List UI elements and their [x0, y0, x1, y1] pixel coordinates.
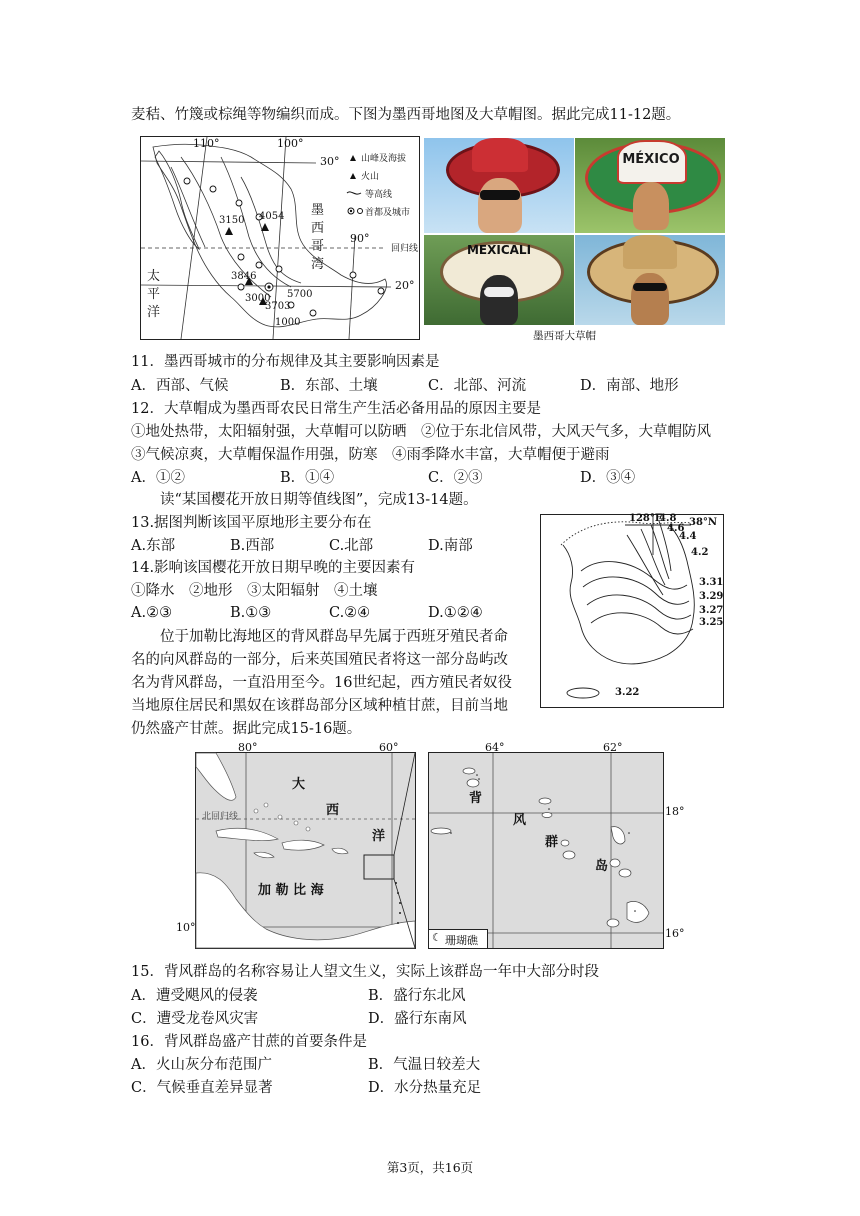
q12-option-a[interactable]: A．①②: [131, 470, 185, 486]
q12-option-c[interactable]: C．②③: [428, 470, 483, 486]
caribbean-map-drawing: [196, 753, 415, 948]
korea-lat-label: 38°N: [689, 517, 718, 528]
elev-4054: 4054: [259, 211, 285, 222]
q11-stem: 11．墨西哥城市的分布规律及其主要影响因素是: [131, 354, 440, 370]
photo-sombrero-mexicali: [424, 235, 574, 325]
cherry-map-drawing: [541, 515, 723, 707]
caribbean-tropic-label: 北回归线: [202, 812, 239, 822]
isoline-3-27: 3.27: [699, 605, 724, 616]
q16-option-a[interactable]: A．火山灰分布范围广: [131, 1057, 272, 1073]
q13-stem: 13.据图判断该国平原地形主要分布在: [131, 515, 372, 531]
q11-option-b[interactable]: B．东部、土壤: [280, 378, 378, 394]
q12-stem: 12．大草帽成为墨西哥农民日常生产生活必备用品的原因主要是: [131, 401, 541, 417]
q14-option-b[interactable]: B.①③: [230, 605, 272, 621]
caribbean-map: [176, 741, 416, 949]
photo-caption: 墨西哥大草帽: [533, 330, 596, 342]
leeward-islands-map: [428, 741, 685, 949]
q13-option-c[interactable]: C.北部: [329, 538, 374, 554]
q14-option-d[interactable]: D.①②④: [428, 605, 483, 621]
photo-sombrero-man: [575, 235, 725, 325]
q13-option-a[interactable]: A.东部: [131, 538, 176, 554]
q15-option-d[interactable]: D．盛行东南风: [368, 1011, 467, 1027]
photo-sombrero-woman: [424, 138, 574, 233]
leeward-label-3: 群: [545, 835, 559, 850]
q12-line1: ①地处热带，太阳辐射强，大草帽可以防晒 ②位于东北信风带，大风天气多，大草帽防风: [131, 424, 711, 440]
q11-option-d[interactable]: D．南部、地形: [580, 378, 679, 394]
isoline-3-31: 3.31: [699, 577, 724, 588]
caribbean-lon-80: 80°: [238, 741, 258, 754]
pacific-label-3: 洋: [147, 305, 161, 320]
pacific-label-1: 太: [147, 269, 161, 284]
caribbean-lat-10: 10°: [176, 921, 196, 934]
gulf-label-3: 哥: [311, 239, 325, 254]
legend-volcano: 火山: [361, 172, 380, 182]
coral-reef-icon: ☾: [432, 931, 442, 944]
isoline-4-4: 4.4: [679, 531, 697, 542]
leeward-legend-label: 珊瑚礁: [445, 934, 478, 947]
q16-option-b[interactable]: B．气温日较差大: [368, 1057, 481, 1073]
passage-line-4: 当地原住居民和黑奴在该群岛部分区域种植甘蔗，目前当地: [131, 698, 508, 714]
leeward-map-drawing: [429, 753, 663, 948]
pacific-label-2: 平: [147, 287, 161, 302]
leeward-lat-18: 18°: [665, 805, 685, 818]
mexico-lat-30: 30°: [320, 155, 340, 168]
elev-3703: 3703: [265, 301, 291, 312]
leeward-lon-64: 64°: [485, 741, 505, 754]
q12-option-b[interactable]: B．①④: [280, 470, 335, 486]
intro-line: 麦秸、竹篾或棕绳等物编织而成。下图为墨西哥地图及大草帽图。据此完成11-12题。: [131, 107, 681, 123]
q12-line2: ③气候凉爽，大草帽保温作用强，防寒 ④雨季降水丰富，大草帽便于避雨: [131, 447, 610, 463]
q16-stem: 16．背风群岛盛产甘蔗的首要条件是: [131, 1034, 367, 1050]
q14-option-c[interactable]: C.②④: [329, 605, 371, 621]
mexico-map: [140, 136, 420, 340]
isoline-3-29: 3.29: [699, 591, 724, 602]
leeward-legend-box: [429, 929, 488, 948]
leeward-label-2: 风: [513, 813, 527, 828]
caribbean-lon-60: 60°: [379, 741, 399, 754]
elev-3150: 3150: [219, 215, 245, 226]
q13-option-d[interactable]: D.南部: [428, 538, 473, 554]
q16-option-c[interactable]: C．气候垂直差异显著: [131, 1080, 273, 1096]
photo-sombrero-mexico: [575, 138, 725, 233]
isoline-4-6: 4.6: [667, 523, 685, 534]
legend-peak: 山峰及海拔: [361, 154, 407, 164]
gulf-label-4: 湾: [311, 257, 325, 272]
isoline-3-25: 3.25: [699, 617, 724, 628]
q13-option-b[interactable]: B.西部: [230, 538, 275, 554]
passage-line-5: 仍然盛产甘蔗。据此完成15-16题。: [131, 721, 362, 737]
q14-option-a[interactable]: A.②③: [131, 605, 173, 621]
elev-5700: 5700: [287, 289, 313, 300]
q16-option-d[interactable]: D．水分热量充足: [368, 1080, 482, 1096]
legend-city: 首都及城市: [365, 208, 411, 218]
elev-1000: 1000: [275, 317, 301, 328]
elev-3846: 3846: [231, 271, 257, 282]
q12-option-d[interactable]: D．③④: [580, 470, 636, 486]
q15-option-c[interactable]: C．遭受龙卷风灾害: [131, 1011, 259, 1027]
atlantic-label-2: 西: [326, 803, 340, 818]
leeward-label-1: 背: [469, 791, 483, 806]
q14-factors: ①降水 ②地形 ③太阳辐射 ④土壤: [131, 583, 378, 599]
sign-mexicali: MEXICALI: [466, 243, 532, 257]
caribbean-sea-label: 加 勒 比 海: [258, 883, 324, 898]
atlantic-label-3: 洋: [372, 829, 386, 844]
q11-option-c[interactable]: C．北部、河流: [428, 378, 527, 394]
mexico-lon-90: 90°: [350, 232, 370, 245]
q11-option-a[interactable]: A．西部、气候: [131, 378, 229, 394]
passage-line-1: 位于加勒比海地区的背风群岛早先属于西班牙殖民者命: [160, 629, 508, 645]
isoline-4-8: 4.8: [659, 513, 677, 524]
atlantic-label-1: 大: [292, 777, 306, 792]
tropic-label: 回归线: [391, 244, 419, 254]
q15-stem: 15．背风群岛的名称容易让人望文生义，实际上该群岛一年中大部分时段: [131, 964, 599, 980]
mexico-lat-20: 20°: [395, 279, 415, 292]
gulf-label-2: 西: [311, 221, 325, 236]
leeward-label-4: 岛: [595, 859, 609, 874]
legend-contour: 等高线: [365, 190, 393, 200]
leeward-lat-16: 16°: [665, 927, 685, 940]
mexico-lon-110: 110°: [193, 137, 220, 150]
q14-stem: 14.影响该国樱花开放日期早晚的主要因素有: [131, 560, 416, 576]
cherry-blossom-map: [540, 514, 724, 708]
leeward-lon-62: 62°: [603, 741, 623, 754]
page-footer: 第3页，共16页: [386, 1160, 474, 1175]
gulf-label-1: 墨: [311, 203, 325, 218]
sign-mexico: MÉXICO: [622, 152, 680, 167]
isoline-3-22: 3.22: [615, 687, 640, 698]
passage-line-3: 名为背风群岛，一直沿用至今。16世纪起，西方殖民者奴役: [131, 675, 512, 691]
passage-line-2: 名的向风群岛的一部分，后来英国殖民者将这一部分岛屿改: [131, 652, 508, 668]
elev-3000: 3000: [245, 293, 271, 304]
korea-lon-label: 128°E: [629, 513, 663, 524]
q15-option-a[interactable]: A．遭受飓风的侵袭: [131, 988, 258, 1004]
mexico-lon-100: 100°: [277, 137, 304, 150]
intro-13-14: 读“某国樱花开放日期等值线图”，完成13-14题。: [160, 492, 478, 508]
isoline-4-2: 4.2: [691, 547, 709, 558]
q15-option-b[interactable]: B．盛行东北风: [368, 988, 466, 1004]
